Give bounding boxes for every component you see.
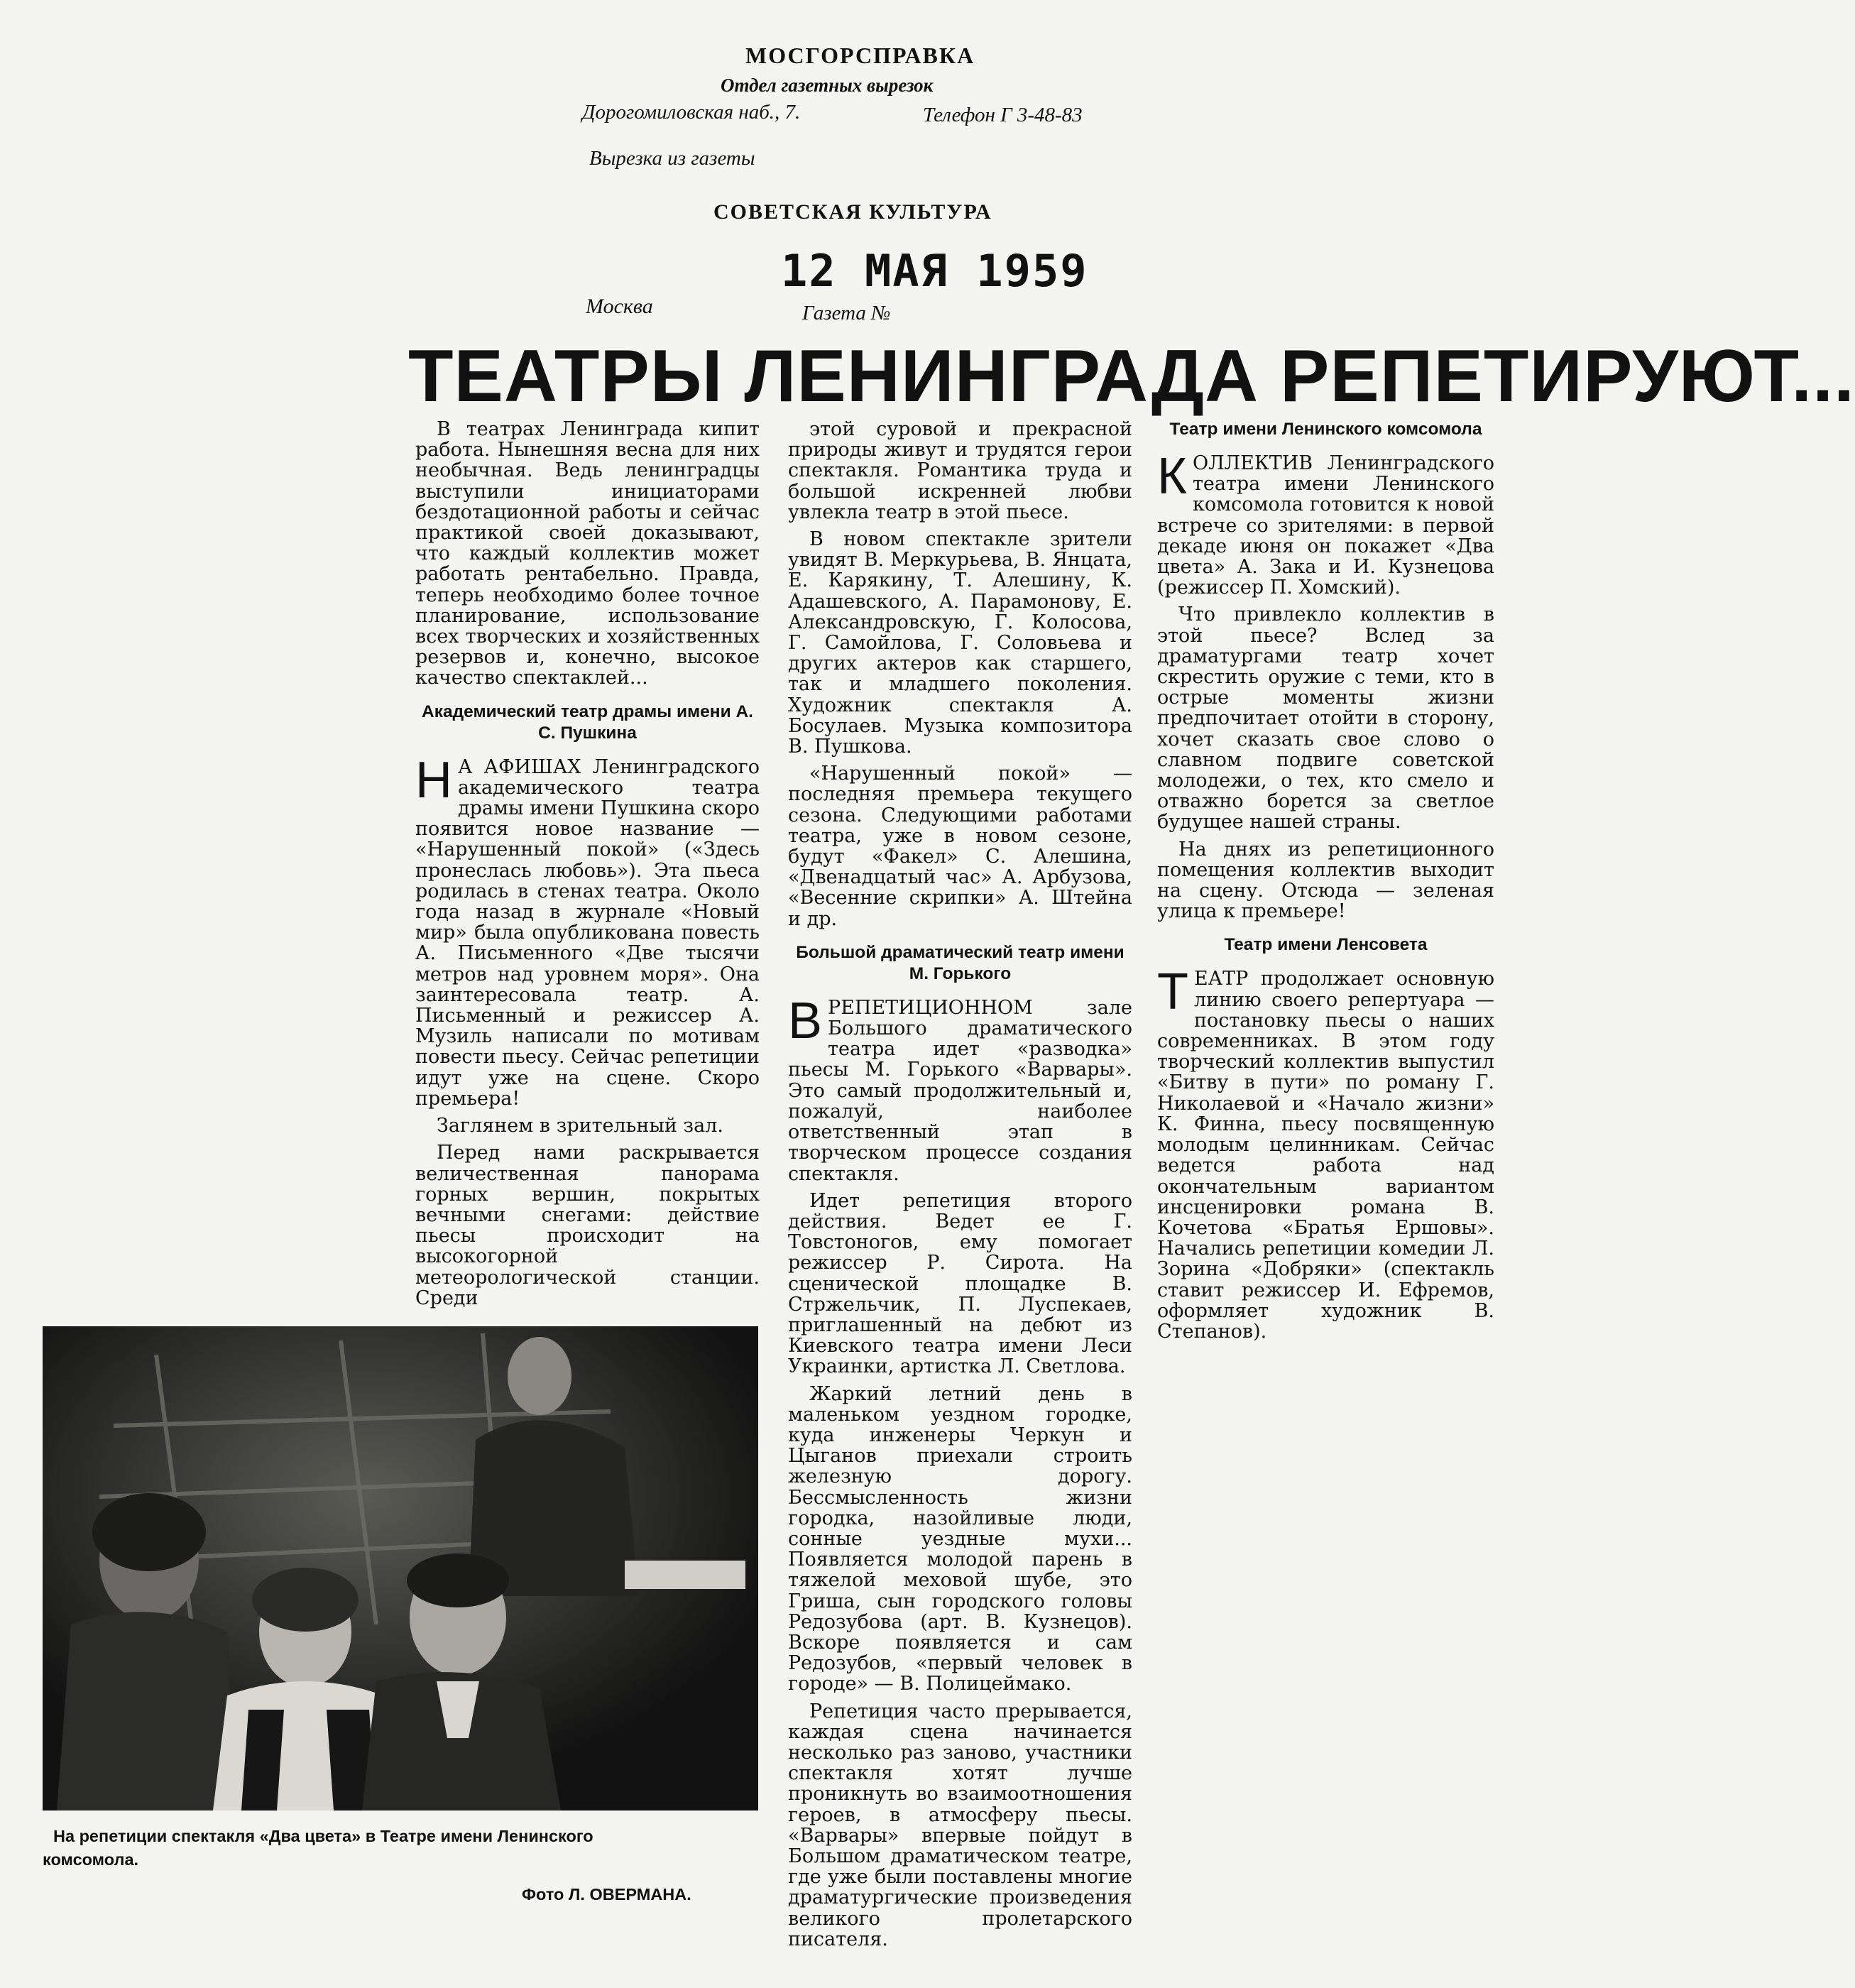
drop-cap: Н	[415, 751, 452, 809]
paragraph: Что привлекло коллектив в этой пьесе? Вслед за драматургами театр хочет скрестить оружие с теми, кто в острые моменты жизни предпочитает отойти в сторону, хочет сказать свое слово о славном подвиге советской молодежи, о тех, кто смело и отважно борется за светлое будущее нашей страны.	[1157, 604, 1494, 834]
paragraph: Перед нами раскрывается величественная панорама горных вершин, покрытых вечными снегами: действие пьесы происходит на высокогорной метеорологической станции. Среди	[415, 1142, 760, 1309]
article-column-3	[1157, 419, 1494, 1348]
rehearsal-photo	[43, 1326, 758, 1810]
paragraph: Жаркий летний день в маленьком уездном городке, куда инженеры Черкун и Цыганов приехали строить железную дорогу. Бессмысленность жизни городка, назойливые люди, сонные уездные мухи... Появляется молодой парень в тяжелой меховой шубе, это Гриша, сын городского головы Редозубова (арт. В. Кузнецов). Вскоре появляется и сам Редозубов, «первый человек в городе» — В. Полицеймако.	[788, 1382, 1132, 1695]
paragraph	[1157, 963, 1494, 1343]
drop-cap: К	[1157, 448, 1187, 505]
stamp-department: Отдел газетных вырезок	[721, 75, 934, 96]
paragraph: этой суровой и прекрасной природы живут и трудятся герои спектакля. Романтика труда и большой искренней любви увлекла театр в этой пьесе.	[788, 418, 1132, 523]
paragraph	[415, 751, 760, 1110]
paragraph	[788, 992, 1132, 1185]
article-column-1	[415, 419, 760, 1315]
stamp-agency: МОСГОРСПРАВКА	[745, 43, 975, 68]
drop-cap: Т	[1157, 963, 1188, 1021]
stamp-phone: Телефон Г 3-48-83	[923, 104, 1083, 126]
paragraph: В новом спектакле зрители увидят В. Меркурьева, В. Янцата, Е. Карякину, Т. Алешину, К. Адашевского, А. Парамонову, Е. Александровскую, Г. Колосова, Г. Самойлова, Г. Соловьева и других актеров как старшего, так и младшего поколения. Художник спектакля А. Босулаев. Музыка композитора В. Пушкова.	[788, 528, 1132, 758]
section-heading-komsomol: Театр имени Ленинского комсомола	[1169, 420, 1482, 439]
drop-cap: В	[788, 992, 823, 1049]
paragraph-text: А АФИШАХ Ленинградского академического театра драмы имени Пушкина скоро появится новое название — «Нарушенный покой» («Здесь пронеслась любовь»). Эта пьеса родилась в стенах театра. Около года назад в журнале «Новый мир» была опубликована повесть А. Письменного «Две тысячи метров над уровнем моря». Она заинтересовала театр. А. Письменный и режиссер А. Музиль написали по мотивам повести пьесу. Сейчас репетиции идут уже на сцене. Скоро премьера!	[415, 755, 760, 1110]
photo-caption-line-1: На репетиции спектакля «Два цвета» в Театре имени Ленинского	[53, 1827, 593, 1845]
stamp-address: Дорогомиловская наб., 7.	[582, 101, 801, 124]
article-headline: ТЕАТРЫ ЛЕНИНГРАДА РЕПЕТИРУЮТ...	[408, 335, 1855, 417]
stamp-gazette-number: Газета №	[802, 302, 891, 324]
section-heading-gorky: Большой драматический театр имени М. Горького	[796, 942, 1125, 983]
photo-caption-line-2: комсомола.	[43, 1850, 139, 1869]
paragraph-text: ЕАТР продолжает основную линию своего репертуара — постановку пьесы о наших современниках. В этом году творческий коллектив выпустил «Битву в пути» по роману Г. Николаевой и «Начало жизни» К. Финна, пьесу посвященную молодым целинникам. Сейчас ведется работа над окончательным вариантом инсценировки романа В. Кочетова «Братья Ершовы». Начались репетиции комедии Л. Зорина «Добряки» (спектакль ставит режиссер И. Ефремов, оформляет художник В. Степанов).	[1157, 968, 1494, 1343]
paragraph: Репетиция часто прерывается, каждая сцена начинается несколько раз заново, участники спектакля хотят лучше проникнуть во взаимоотношения героев, в атмосферу пьесы. «Варвары» впервые пойдут в Большом драматическом театре, где уже были поставлены многие драматургические произведения великого пролетарского писателя.	[788, 1700, 1132, 1950]
section-heading-pushkin: Академический театр драмы имени А. С. Пушкина	[422, 701, 753, 743]
paragraph: Заглянем в зрительный зал.	[437, 1115, 723, 1137]
stamp-newspaper: СОВЕТСКАЯ КУЛЬТУРА	[713, 200, 992, 224]
stamp-date: 12 МАЯ 1959	[781, 245, 1088, 297]
paragraph-text: РЕПЕТИЦИОННОМ зале Большого драматического театра идет «разводка» пьесы М. Горького «Варвары». Это самый продолжительный и, пожалуй, наиболее ответственный этап в творческом процессе создания спектакля.	[788, 996, 1132, 1185]
article-column-2	[788, 419, 1132, 1956]
intro-paragraph: В театрах Ленинграда кипит работа. Нынешняя весна для них необычная. Ведь ленинградцы выступили инициаторами бездотационной работы и сейчас практикой своей доказывают, что каждый коллектив может работать рентабельно. Правда, теперь необходимо более точное планирование, использование всех творческих и хозяйственных резервов и, конечно, высокое качество спектаклей...	[415, 418, 760, 689]
photo-credit: Фото Л. ОВЕРМАНА.	[522, 1885, 691, 1904]
paragraph: Идет репетиция второго действия. Ведет ее Г. Товстоногов, ему помогает режиссер Р. Сирота. На сценической площадке В. Стржельчик, П. Луспекаев, приглашенный на дебют из Киевского театра имени Леси Украинки, артистка Л. Светлова.	[788, 1189, 1132, 1378]
paragraph-text: ОЛЛЕКТИВ Ленинградского театра имени Ленинского комсомола готовится к новой встрече со зрителями: в первой декаде июня он покажет «Два цвета» А. Зака и И. Кузнецова (режиссер П. Хомский).	[1157, 452, 1494, 599]
paragraph	[1157, 448, 1494, 599]
rehearsal-photo-illustration	[43, 1326, 758, 1810]
paragraph: «Нарушенный покой» — последняя премьера текущего сезона. Следующими работами театра, уже в новом сезоне, будут «Факел» С. Алешина, «Двенадцатый час» А. Арбузова, «Весенние скрипки» А. Штейна и др.	[788, 763, 1132, 930]
section-heading-lensovet: Театр имени Ленсовета	[1224, 935, 1428, 955]
stamp-city: Москва	[586, 295, 653, 318]
paragraph: На днях из репетиционного помещения коллектив выходит на сцену. Отсюда — зеленая улица к премьере!	[1157, 838, 1494, 923]
stamp-clip-label: Вырезка из газеты	[589, 147, 755, 170]
